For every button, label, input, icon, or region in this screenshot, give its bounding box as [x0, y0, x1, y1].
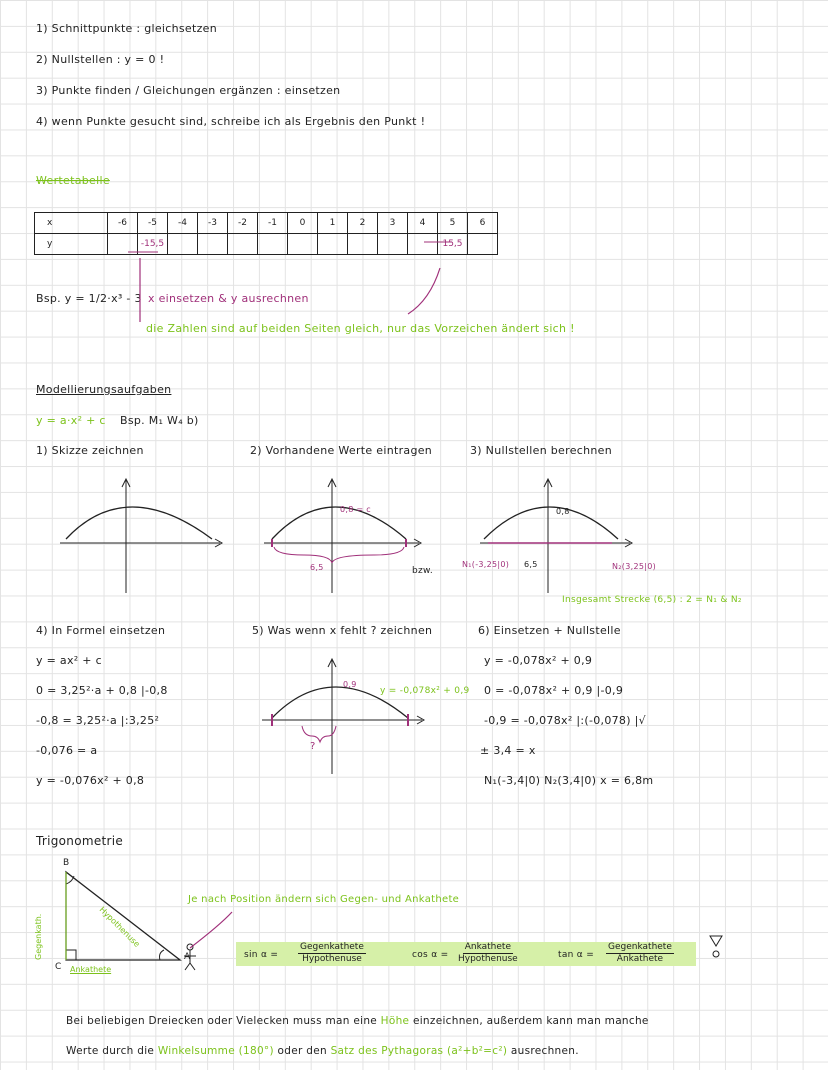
table-cell: -2 [228, 213, 258, 234]
graph2-bzw: bzw. [412, 566, 434, 576]
trig-heading: Trigonometrie [36, 834, 124, 848]
final-highlight: Höhe [380, 1015, 410, 1027]
table-hint: x einsetzen & y ausrechnen [148, 292, 309, 305]
tan-denominator: Ankathete [616, 954, 664, 964]
table-cell: 1 [318, 213, 348, 234]
model-formula: y = a·x² + c [36, 414, 106, 427]
table-cell: y [35, 234, 108, 255]
tan-numerator: Gegenkathete [608, 942, 672, 952]
formula-line-4: -0,076 = a [36, 744, 98, 757]
final-line-1 [66, 1014, 649, 1028]
table-cell: 3 [378, 213, 408, 234]
graph2-half-label: 6,5 [310, 563, 324, 572]
zero-line-4: ± 3,4 = x [480, 744, 536, 757]
step-formula-title: 4) In Formel einsetzen [36, 624, 166, 637]
table-cell: -6 [108, 213, 138, 234]
step-3: 3) Punkte finden / Gleichungen ergänzen : einsetzen [36, 84, 341, 97]
triangle-doodle-icon [708, 934, 724, 960]
cos-denominator: Hypothenuse [458, 954, 518, 964]
table-cell: -15,5 [138, 234, 168, 255]
sin-lhs: sin α = [244, 950, 279, 960]
vertex-b: B [63, 858, 70, 868]
table-cell: x [35, 213, 108, 234]
formula-line-1: y = ax² + c [36, 654, 102, 667]
table-cell: 2 [348, 213, 378, 234]
final-text: Bei beliebigen Dreiecken oder Vielecken muss man eine [66, 1015, 381, 1027]
tan-fraction [606, 942, 674, 965]
table-cell: 5 [438, 213, 468, 234]
step-2: 2) Nullstellen : y = 0 ! [36, 53, 165, 66]
zero-line-2: 0 = -0,078x² + 0,9 |-0,9 [484, 684, 624, 697]
graph3-left-point: N₁(-3,25|0) [462, 560, 510, 569]
table-cell: 0 [288, 213, 318, 234]
final-text: Werte durch die [66, 1045, 158, 1057]
trig-note: Je nach Position ändern sich Gegen- und Ankathete [188, 894, 460, 905]
sin-denominator: Hypothenuse [302, 954, 362, 964]
graph5-top-label: 0,9 [343, 680, 357, 689]
table-cell: 4 [408, 213, 438, 234]
wertetabelle-heading: Wertetabelle [36, 174, 110, 187]
table-cell: -1 [258, 213, 288, 234]
formula-line-5: y = -0,076x² + 0,8 [36, 774, 145, 787]
side-hypothenuse: Hypothenuse [97, 905, 142, 949]
graph2-top-label: 0,8 = c [340, 505, 372, 514]
table-cell: -4 [168, 213, 198, 234]
step-4: 4) wenn Punkte gesucht sind, schreibe ich als Ergebnis den Punkt ! [36, 115, 426, 128]
table-example: Bsp. y = 1/2·x³ - 3 [36, 292, 142, 305]
final-text: oder den [273, 1045, 331, 1057]
step-zeros-title: 3) Nullstellen berechnen [470, 444, 612, 457]
graph3-top-label: 0,8 [556, 507, 570, 516]
zero-line-5: N₁(-3,4|0) N₂(3,4|0) x = 6,8m [484, 774, 654, 787]
final-highlight: Winkelsumme (180°) [157, 1045, 274, 1057]
side-gegenkathete: Gegenkath. [34, 913, 43, 960]
step-zeros2-title: 6) Einsetzen + Nullstelle [478, 624, 621, 637]
vertex-a: A [184, 952, 191, 962]
zero-line-3: -0,9 = -0,078x² |:(-0,078) |√ [484, 714, 646, 727]
graph3-note: Insgesamt Strecke (6,5) : 2 = N₁ & N₂ [562, 595, 742, 605]
graph3-right-point: N₂(3,25|0) [612, 562, 657, 571]
vertex-c: C [55, 962, 62, 972]
final-highlight: Satz des Pythagoras (a²+b²=c²) [330, 1045, 508, 1057]
table-note: die Zahlen sind auf beiden Seiten gleich, nur das Vorzeichen ändert sich ! [146, 322, 575, 335]
graph3-half-label: 6,5 [524, 560, 538, 569]
step-sketch-title: 1) Skizze zeichnen [36, 444, 144, 457]
step-missing-x-title: 5) Was wenn x fehlt ? zeichnen [252, 624, 433, 637]
table-cell: -3 [198, 213, 228, 234]
final-text: einzeichnen, außerdem kann man manche [409, 1015, 649, 1027]
table-cell: 6 [468, 213, 498, 234]
formula-line-2: 0 = 3,25²·a + 0,8 |-0,8 [36, 684, 168, 697]
cos-fraction [458, 942, 518, 965]
final-text: ausrechnen. [507, 1045, 579, 1057]
cos-numerator: Ankathete [464, 942, 511, 952]
model-example: Bsp. M₁ W₄ b) [120, 414, 199, 427]
table-cell: 15,5 [438, 234, 468, 255]
tan-lhs: tan α = [558, 950, 595, 960]
step-values-title: 2) Vorhandene Werte eintragen [250, 444, 433, 457]
final-line-2 [66, 1044, 579, 1058]
table-cell: -5 [138, 213, 168, 234]
sin-fraction [298, 942, 366, 965]
formula-line-3: -0,8 = 3,25²·a |:3,25² [36, 714, 160, 727]
step-1: 1) Schnittpunkte : gleichsetzen [36, 22, 218, 35]
modellierung-heading: Modellierungsaufgaben [36, 383, 172, 396]
side-ankathete: Ankathete [70, 965, 112, 974]
graph5-question: ? [310, 741, 316, 752]
cos-lhs: cos α = [412, 950, 449, 960]
graph5-equation: y = -0,078x² + 0,9 [380, 686, 470, 696]
sin-numerator: Gegenkathete [300, 942, 364, 952]
zero-line-1: y = -0,078x² + 0,9 [484, 654, 593, 667]
